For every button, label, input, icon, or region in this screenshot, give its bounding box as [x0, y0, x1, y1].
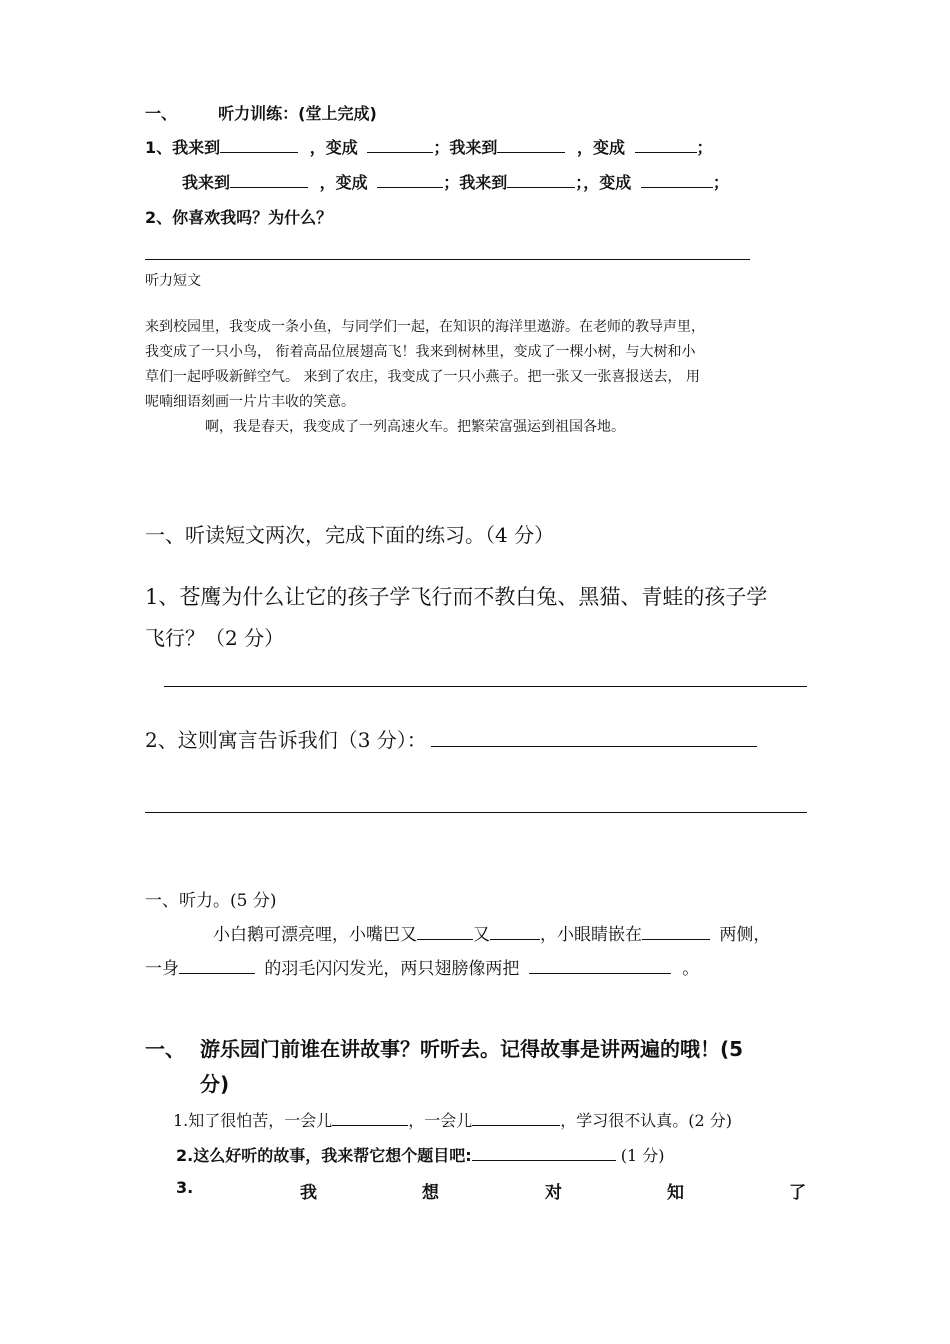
fill-text: 又	[473, 925, 490, 945]
section-a-q1-line2	[182, 170, 729, 193]
answer-blank[interactable]	[472, 1144, 616, 1161]
q1-separator: ；	[433, 138, 450, 157]
fill-text: 小白鹅可漂亮哩，小嘴巴又	[213, 925, 417, 945]
section-d-heading-number: 一、	[145, 1037, 185, 1061]
answer-blank[interactable]	[377, 171, 443, 188]
section-b-q1-line1: 1、苍鹰为什么让它的孩子学飞行而不教白兔、黑猫、青蛙的孩子学	[145, 585, 768, 609]
section-d-q1	[173, 1108, 732, 1131]
q1-separator: ；	[443, 173, 460, 192]
section-c-line1	[213, 920, 770, 945]
section-a-heading-text: 听力训练：(堂上完成)	[218, 104, 377, 123]
fill-text: ，一会儿	[408, 1111, 473, 1130]
q1-come-label: 我来到	[449, 138, 498, 157]
fill-text: 2.这么好听的故事，我来帮它想个题目吧:	[176, 1146, 472, 1165]
answer-blank[interactable]	[642, 922, 710, 940]
section-d-q3-char: 了	[789, 1183, 806, 1203]
passage-line: 来到校园里，我变成一条小鱼，与同学们一起，在知识的海洋里遨游。在老师的教导声里，	[145, 319, 705, 335]
answer-line[interactable]	[164, 686, 807, 687]
section-a-q2: 2、你喜欢我吗？为什么？	[145, 208, 333, 227]
answer-blank[interactable]	[230, 171, 308, 188]
q1-become-label: ，变成	[319, 173, 368, 192]
section-d-q2	[176, 1143, 664, 1166]
passage-title: 听力短文	[145, 273, 201, 289]
answer-blank[interactable]	[641, 171, 713, 188]
answer-blank[interactable]	[472, 1109, 560, 1126]
fill-text: 。	[682, 959, 700, 979]
q1-separator: ；	[575, 173, 584, 192]
q1-come-label: 我来到	[172, 138, 221, 157]
q1-end: ；	[712, 173, 729, 192]
section-d-heading-line2: 分)	[200, 1072, 230, 1096]
answer-blank[interactable]	[507, 171, 575, 188]
section-d-heading-line1: 游乐园门前谁在讲故事？听听去。记得故事是讲两遍的哦！(5	[200, 1037, 744, 1061]
fill-text: (1 分)	[620, 1146, 665, 1165]
q1-number: 1、	[145, 138, 173, 157]
passage-line: 啊，我是春天，我变成了一列高速火车。把繁荣富强运到祖国各地。	[205, 419, 625, 435]
q1-come-label: 我来到	[459, 173, 508, 192]
listening-passage	[145, 315, 810, 440]
fill-text: ，小眼睛嵌在	[540, 925, 642, 945]
section-b-q2-label: 2、这则寓言告诉我们（3 分）：	[145, 728, 427, 752]
answer-blank[interactable]	[332, 1109, 408, 1126]
fill-text: 一身	[145, 959, 179, 979]
section-c-heading: 一、听力。(5 分)	[145, 891, 277, 911]
q1-come-label: 我来到	[182, 173, 231, 192]
section-a-heading-number: 一、	[145, 104, 178, 123]
section-b-heading: 一、听读短文两次，完成下面的练习。（4 分）	[145, 523, 555, 547]
section-c-line2	[145, 954, 699, 979]
fill-text: 的羽毛闪闪发光，两只翅膀像两把	[264, 959, 520, 979]
section-a-q1-line1	[145, 135, 713, 158]
q1-become-label: ，变成	[309, 138, 358, 157]
answer-blank[interactable]	[417, 922, 473, 940]
q1-end: ；	[696, 138, 713, 157]
answer-blank[interactable]	[529, 956, 671, 974]
passage-line: 呢喃细语刻画一片片丰收的笑意。	[145, 394, 355, 410]
answer-line[interactable]	[145, 259, 750, 260]
q1-become-label: ，变成	[583, 173, 632, 192]
q1-become-label: ，变成	[576, 138, 625, 157]
answer-blank[interactable]	[431, 726, 757, 747]
answer-blank[interactable]	[367, 136, 433, 153]
section-d-q3-char: 知	[667, 1183, 684, 1203]
fill-text: 1.知了很怕苦，一会儿	[173, 1111, 333, 1130]
answer-blank[interactable]	[497, 136, 565, 153]
section-b-q2	[145, 724, 757, 753]
section-b-q1-line2: 飞行？（2 分）	[145, 626, 285, 650]
passage-line: 草们一起呼吸新鲜空气。 来到了农庄，我变成了一只小燕子。把一张又一张喜报送去， 用	[145, 369, 700, 385]
section-d-q3-number: 3.	[176, 1178, 194, 1197]
section-a-heading	[145, 101, 377, 124]
passage-line: 我变成了一只小鸟， 衔着高品位展翅高飞！我来到树林里，变成了一棵小树，与大树和小	[145, 344, 696, 360]
answer-blank[interactable]	[635, 136, 697, 153]
fill-text: 两侧，	[719, 925, 771, 945]
section-d-q3-char: 想	[422, 1183, 439, 1203]
answer-line[interactable]	[145, 812, 807, 813]
fill-text: ，学习很不认真。(2 分)	[560, 1111, 733, 1130]
section-d-q3-char: 我	[300, 1183, 317, 1203]
answer-blank[interactable]	[179, 956, 255, 974]
answer-blank[interactable]	[490, 922, 540, 940]
section-d-q3-char: 对	[545, 1183, 562, 1203]
answer-blank[interactable]	[220, 136, 298, 153]
